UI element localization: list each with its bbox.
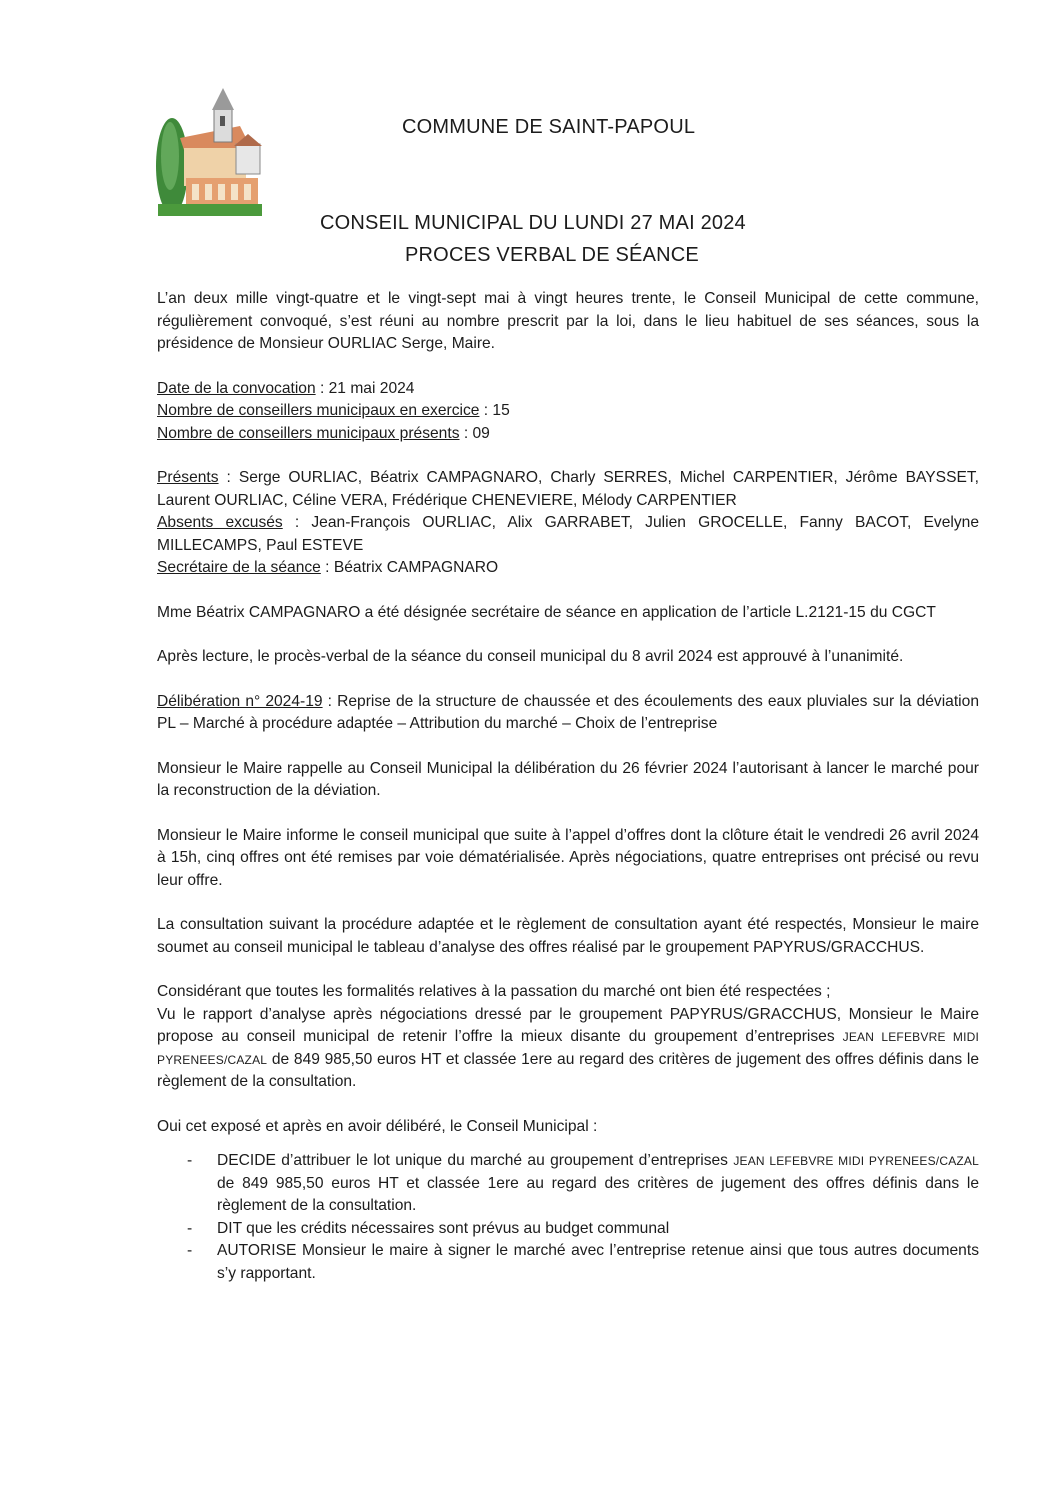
minutes-subtitle: PROCES VERBAL DE SÉANCE xyxy=(405,244,699,266)
commune-name: COMMUNE DE SAINT-PAPOUL xyxy=(402,116,696,138)
list-item: - DECIDE d’attribuer le lot unique du marché au groupement d’entreprises JEAN LEFEBVRE MIDI PYRENEES/CAZAL de 849 985,50 euros HT et classée 1ere au regard des critères de jugement des offres définis dans le règlement de la consultation. xyxy=(157,1150,979,1218)
session-secretary: Secrétaire de la séance : Béatrix CAMPAGNARO xyxy=(157,559,499,576)
decision-intro: Oui cet exposé et après en avoir délibéré, le Conseil Municipal : xyxy=(157,1117,598,1135)
deliberation-paragraph-1: Monsieur le Maire rappelle au Conseil Municipal la délibération du 26 février 2024 l’autorisant à lancer le marché pour la reconstruction de la déviation. xyxy=(157,759,979,799)
intro-paragraph: L’an deux mille vingt-quatre et le vingt-sept mai à vingt heures trente, le Conseil Municipal de cette commune, régulièrement convoqué, s’est réuni au nombre prescrit par la loi, dans le lieu habituel de ses séances, sous la présidence de Monsieur OURLIAC Serge, Maire. xyxy=(157,290,979,352)
deliberation-heading: Délibération n° 2024-19 : Reprise de la structure de chaussée et des écoulements des eaux pluviales sur la déviation PL – Marché à procédure adaptée – Attribution du marché – Choix de l’entreprise xyxy=(157,692,979,732)
previous-minutes-approval: Après lecture, le procès-verbal de la séance du conseil municipal du 8 avril 2024 est approuvé à l’unanimité. xyxy=(157,648,904,665)
councillors-present: Nombre de conseillers municipaux présents : 09 xyxy=(157,424,490,442)
council-title: CONSEIL MUNICIPAL DU LUNDI 27 MAI 2024 xyxy=(320,212,746,234)
deliberation-paragraph-2: Monsieur le Maire informe le conseil municipal que suite à l’appel d’offres dont la clôture était le vendredi 26 avril 2024 à 15h, cinq offres ont été remises par voie dématérialisée. Après négociations, quatre entreprises ont précisé ou revu leur offre. xyxy=(157,826,979,889)
councillors-in-office: Nombre de conseillers municipaux en exercice : 15 xyxy=(157,402,510,419)
secretary-designation: Mme Béatrix CAMPAGNARO a été désignée secrétaire de séance en application de l’article L.2121-15 du CGCT xyxy=(157,603,936,621)
decision-list xyxy=(157,1150,979,1285)
proposal-paragraph: Vu le rapport d’analyse après négociations dressé par le groupement PAPYRUS/GRACCHUS, Monsieur le Maire propose au conseil municipal de retenir l’offre la mieux disante du groupement d’entreprises JEAN LEFEBVRE MIDI PYRENEES/CAZAL de 849 985,50 euros HT et classée 1ere au regard des critères de jugement des offres définis dans le règlement de la consultation. xyxy=(157,1005,979,1090)
list-item: - AUTORISE Monsieur le maire à signer le marché avec l’entreprise retenue ainsi que tous autres documents s’y rapportant. xyxy=(157,1240,979,1285)
church-village-icon xyxy=(150,86,265,218)
convocation-date: Date de la convocation : 21 mai 2024 xyxy=(157,379,415,397)
list-item: - DIT que les crédits nécessaires sont prévus au budget communal xyxy=(157,1218,979,1241)
considering-line: Considérant que toutes les formalités relatives à la passation du marché ont bien été respectées ; xyxy=(157,983,831,1000)
excused-members: Absents excusés : Jean-François OURLIAC, Alix GARRABET, Julien GROCELLE, Fanny BACOT, Evelyne MILLECAMPS, Paul ESTEVE xyxy=(157,514,979,554)
minutes-body xyxy=(157,288,979,1285)
deliberation-paragraph-3: La consultation suivant la procédure adaptée et le règlement de consultation ayant été respectés, Monsieur le maire soumet au conseil municipal le tableau d’analyse des offres réalisé par le groupement PAPYRUS/GRACCHUS. xyxy=(157,916,979,956)
present-members: Présents : Serge OURLIAC, Béatrix CAMPAGNARO, Charly SERRES, Michel CARPENTIER, Jérôme BAYSSET, Laurent OURLIAC, Céline VERA, Frédérique CHENEVIERE, Mélody CARPENTIER xyxy=(157,469,979,509)
